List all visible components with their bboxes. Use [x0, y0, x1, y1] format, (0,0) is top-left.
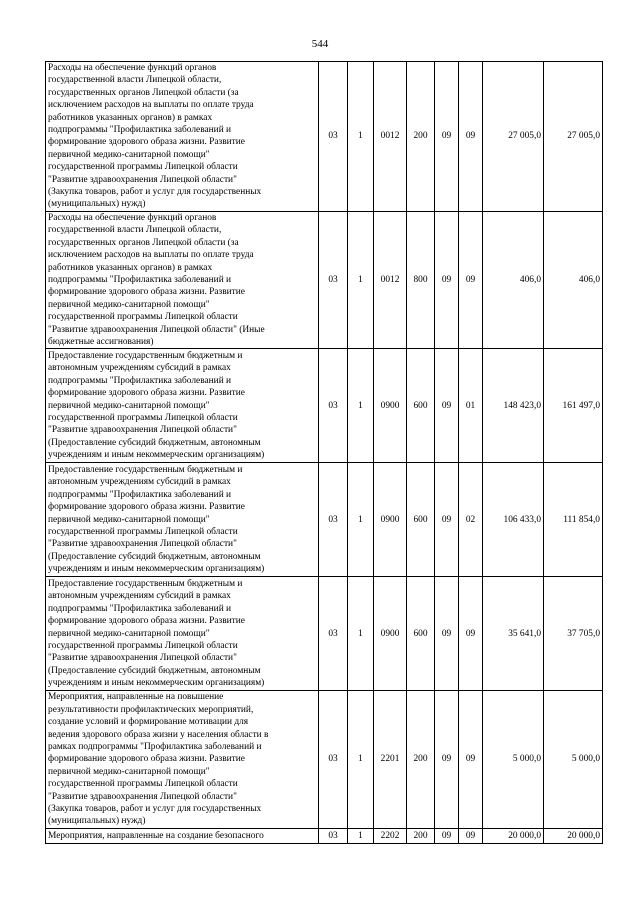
amount-first: 406,0 — [483, 211, 544, 348]
program-code: 03 — [319, 577, 348, 691]
program-code: 03 — [319, 828, 348, 843]
row-description: Расходы на обеспечение функций органов государственной власти Липецкой области, государственных органов Липецкой области (за исключением расходов на выплаты по оплате труда работников указанных органов) в рамках подпрограммы "Профилактика заболеваний и формирование здорового образа жизни. Развитие первичной медико-санитарной помощи" государственной программы Липецкой области "Развитие здравоохранения Липецкой области" (Закупка товаров, работ и услуг для государственных (муниципальных) нужд) — [46, 62, 319, 212]
amount-first: 148 423,0 — [483, 349, 544, 463]
amount-first: 35 641,0 — [483, 577, 544, 691]
program-code: 03 — [319, 211, 348, 348]
table-row — [46, 349, 603, 463]
program-code: 03 — [319, 463, 348, 577]
section-code: 09 — [435, 62, 459, 212]
page-number: 544 — [311, 38, 329, 50]
section-code: 09 — [435, 211, 459, 348]
table-row — [46, 211, 603, 348]
row-description: Мероприятия, направленные на создание безопасного — [46, 828, 319, 843]
amount-second: 161 497,0 — [544, 349, 603, 463]
amount-second: 27 005,0 — [544, 62, 603, 212]
direction-code: 0900 — [374, 349, 407, 463]
subprogram-code: 1 — [348, 463, 374, 577]
subsection-code: 09 — [459, 211, 483, 348]
row-description: Мероприятия, направленные на повышение результативности профилактических мероприятий, создание условий и формирование мотивации для ведения здорового образа жизни у населения области в рамках подпрограммы "Профилактика заболеваний и формирование здорового образа жизни. Развитие первичной медико-санитарной помощи" государственной программы Липецкой области "Развитие здравоохранения Липецкой области" (Закупка товаров, работ и услуг для государственных (муниципальных) нужд) — [46, 691, 319, 828]
program-code: 03 — [319, 691, 348, 828]
subprogram-code: 1 — [348, 577, 374, 691]
table-row — [46, 828, 603, 843]
amount-first: 106 433,0 — [483, 463, 544, 577]
row-description: Предоставление государственным бюджетным и автономным учреждениям субсидий в рамках подпрограммы "Профилактика заболеваний и формирование здорового образа жизни. Развитие первичной медико-санитарной помощи" государственной программы Липецкой области "Развитие здравоохранения Липецкой области" (Предоставление субсидий бюджетным, автономным учреждениям и иным некоммерческим организациям) — [46, 577, 319, 691]
subsection-code: 02 — [459, 463, 483, 577]
direction-code: 0900 — [374, 577, 407, 691]
expense-type-code: 200 — [407, 691, 435, 828]
subsection-code: 09 — [459, 828, 483, 843]
amount-second: 111 854,0 — [544, 463, 603, 577]
expense-type-code: 600 — [407, 463, 435, 577]
amount-first: 20 000,0 — [483, 828, 544, 843]
expense-type-code: 600 — [407, 577, 435, 691]
subprogram-code: 1 — [348, 691, 374, 828]
subsection-code: 09 — [459, 691, 483, 828]
table-row — [46, 691, 603, 828]
budget-table — [45, 61, 603, 844]
amount-second: 406,0 — [544, 211, 603, 348]
direction-code: 0012 — [374, 211, 407, 348]
subsection-code: 09 — [459, 577, 483, 691]
section-code: 09 — [435, 463, 459, 577]
expense-type-code: 600 — [407, 349, 435, 463]
subprogram-code: 1 — [348, 62, 374, 212]
table-row — [46, 463, 603, 577]
program-code: 03 — [319, 62, 348, 212]
table-row — [46, 577, 603, 691]
subprogram-code: 1 — [348, 828, 374, 843]
table-row — [46, 62, 603, 212]
direction-code: 0900 — [374, 463, 407, 577]
direction-code: 2202 — [374, 828, 407, 843]
amount-second: 37 705,0 — [544, 577, 603, 691]
expense-type-code: 800 — [407, 211, 435, 348]
program-code: 03 — [319, 349, 348, 463]
amount-second: 5 000,0 — [544, 691, 603, 828]
subsection-code: 09 — [459, 62, 483, 212]
subsection-code: 01 — [459, 349, 483, 463]
direction-code: 2201 — [374, 691, 407, 828]
expense-type-code: 200 — [407, 62, 435, 212]
section-code: 09 — [435, 349, 459, 463]
amount-first: 5 000,0 — [483, 691, 544, 828]
section-code: 09 — [435, 691, 459, 828]
section-code: 09 — [435, 828, 459, 843]
section-code: 09 — [435, 577, 459, 691]
expense-type-code: 200 — [407, 828, 435, 843]
direction-code: 0012 — [374, 62, 407, 212]
row-description: Расходы на обеспечение функций органов государственной власти Липецкой области, государственных органов Липецкой области (за исключением расходов на выплаты по оплате труда работников указанных органов) в рамках подпрограммы "Профилактика заболеваний и формирование здорового образа жизни. Развитие первичной медико-санитарной помощи" государственной программы Липецкой области "Развитие здравоохранения Липецкой области" (Иные бюджетные ассигнования) — [46, 211, 319, 348]
row-description: Предоставление государственным бюджетным и автономным учреждениям субсидий в рамках подпрограммы "Профилактика заболеваний и формирование здорового образа жизни. Развитие первичной медико-санитарной помощи" государственной программы Липецкой области "Развитие здравоохранения Липецкой области" (Предоставление субсидий бюджетным, автономным учреждениям и иным некоммерческим организациям) — [46, 463, 319, 577]
amount-first: 27 005,0 — [483, 62, 544, 212]
subprogram-code: 1 — [348, 349, 374, 463]
amount-second: 20 000,0 — [544, 828, 603, 843]
row-description: Предоставление государственным бюджетным и автономным учреждениям субсидий в рамках подпрограммы "Профилактика заболеваний и формирование здорового образа жизни. Развитие первичной медико-санитарной помощи" государственной программы Липецкой области "Развитие здравоохранения Липецкой области" (Предоставление субсидий бюджетным, автономным учреждениям и иным некоммерческим организациям) — [46, 349, 319, 463]
subprogram-code: 1 — [348, 211, 374, 348]
